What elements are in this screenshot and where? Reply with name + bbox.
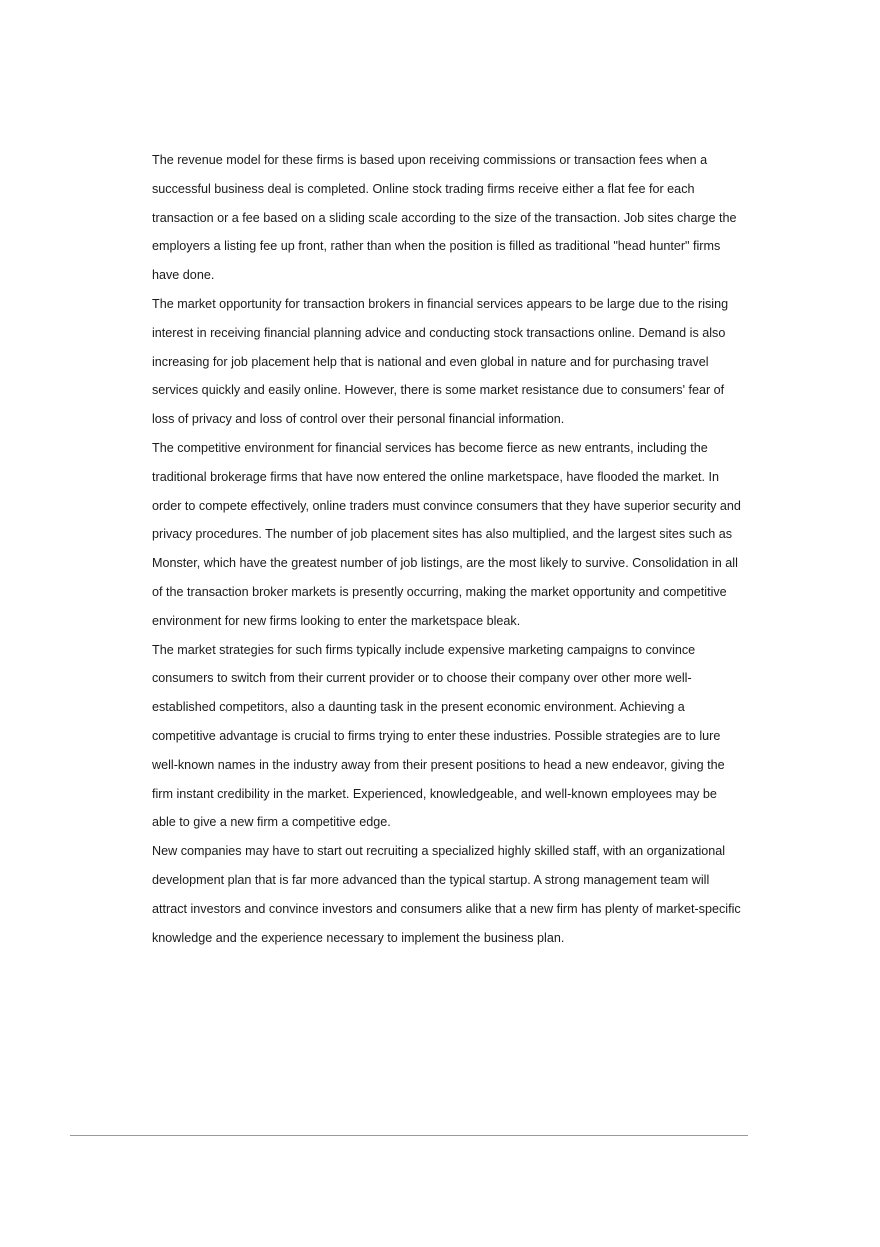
paragraph-market-strategies: The market strategies for such firms typically include expensive marketing campaigns to convince consumers to switch from their current provider or to choose their company over other more well-established competitors, also a daunting task in the present economic environment. Achieving a competitive advantage is crucial to firms trying to enter these industries. Possible strategies are to lure well-known names in the industry away from their present positions to head a new endeavor, giving the firm instant credibility in the market. Experienced, knowledgeable, and well-known employees may be able to give a new firm a competitive edge. — [152, 642, 725, 830]
paragraph-competitive-environment: The competitive environment for financial services has become fierce as new entrants, including the traditional brokerage firms that have now entered the online marketspace, have flooded the market. In order to compete effectively, online traders must convince consumers that they have superior security and privacy procedures. The number of job placement sites has also multiplied, and the largest sites such as Monster, which have the greatest number of job listings, are the most likely to survive. Consolidation in all of the transaction broker markets is presently occurring, making the market opportunity and competitive environment for new firms looking to enter the marketspace bleak. — [152, 440, 741, 628]
paragraph-new-companies: New companies may have to start out recruiting a specialized highly skilled staff, with an organizational development plan that is far more advanced than the typical startup. A strong management team will attract investors and convince investors and consumers alike that a new firm has plenty of market-specific knowledge and the experience necessary to implement the business plan. — [152, 844, 741, 945]
paragraph-market-opportunity: The market opportunity for transaction brokers in financial services appears to be large due to the rising interest in receiving financial planning advice and conducting stock transactions online. Demand is also increasing for job placement help that is national and even global in nature and for purchasing travel services quickly and easily online. However, there is some market resistance due to consumers' fear of loss of privacy and loss of control over their personal financial information. — [152, 296, 729, 427]
paragraph-revenue-model: The revenue model for these firms is based upon receiving commissions or transaction fees when a successful business deal is completed. Online stock trading firms receive either a flat fee for each transaction or a fee based on a sliding scale according to the size of the transaction. Job sites charge the employers a listing fee up front, rather than when the position is filled as traditional "head hunter" firms have done. — [152, 153, 737, 283]
document-body — [152, 146, 742, 952]
footer-divider — [70, 1135, 748, 1136]
